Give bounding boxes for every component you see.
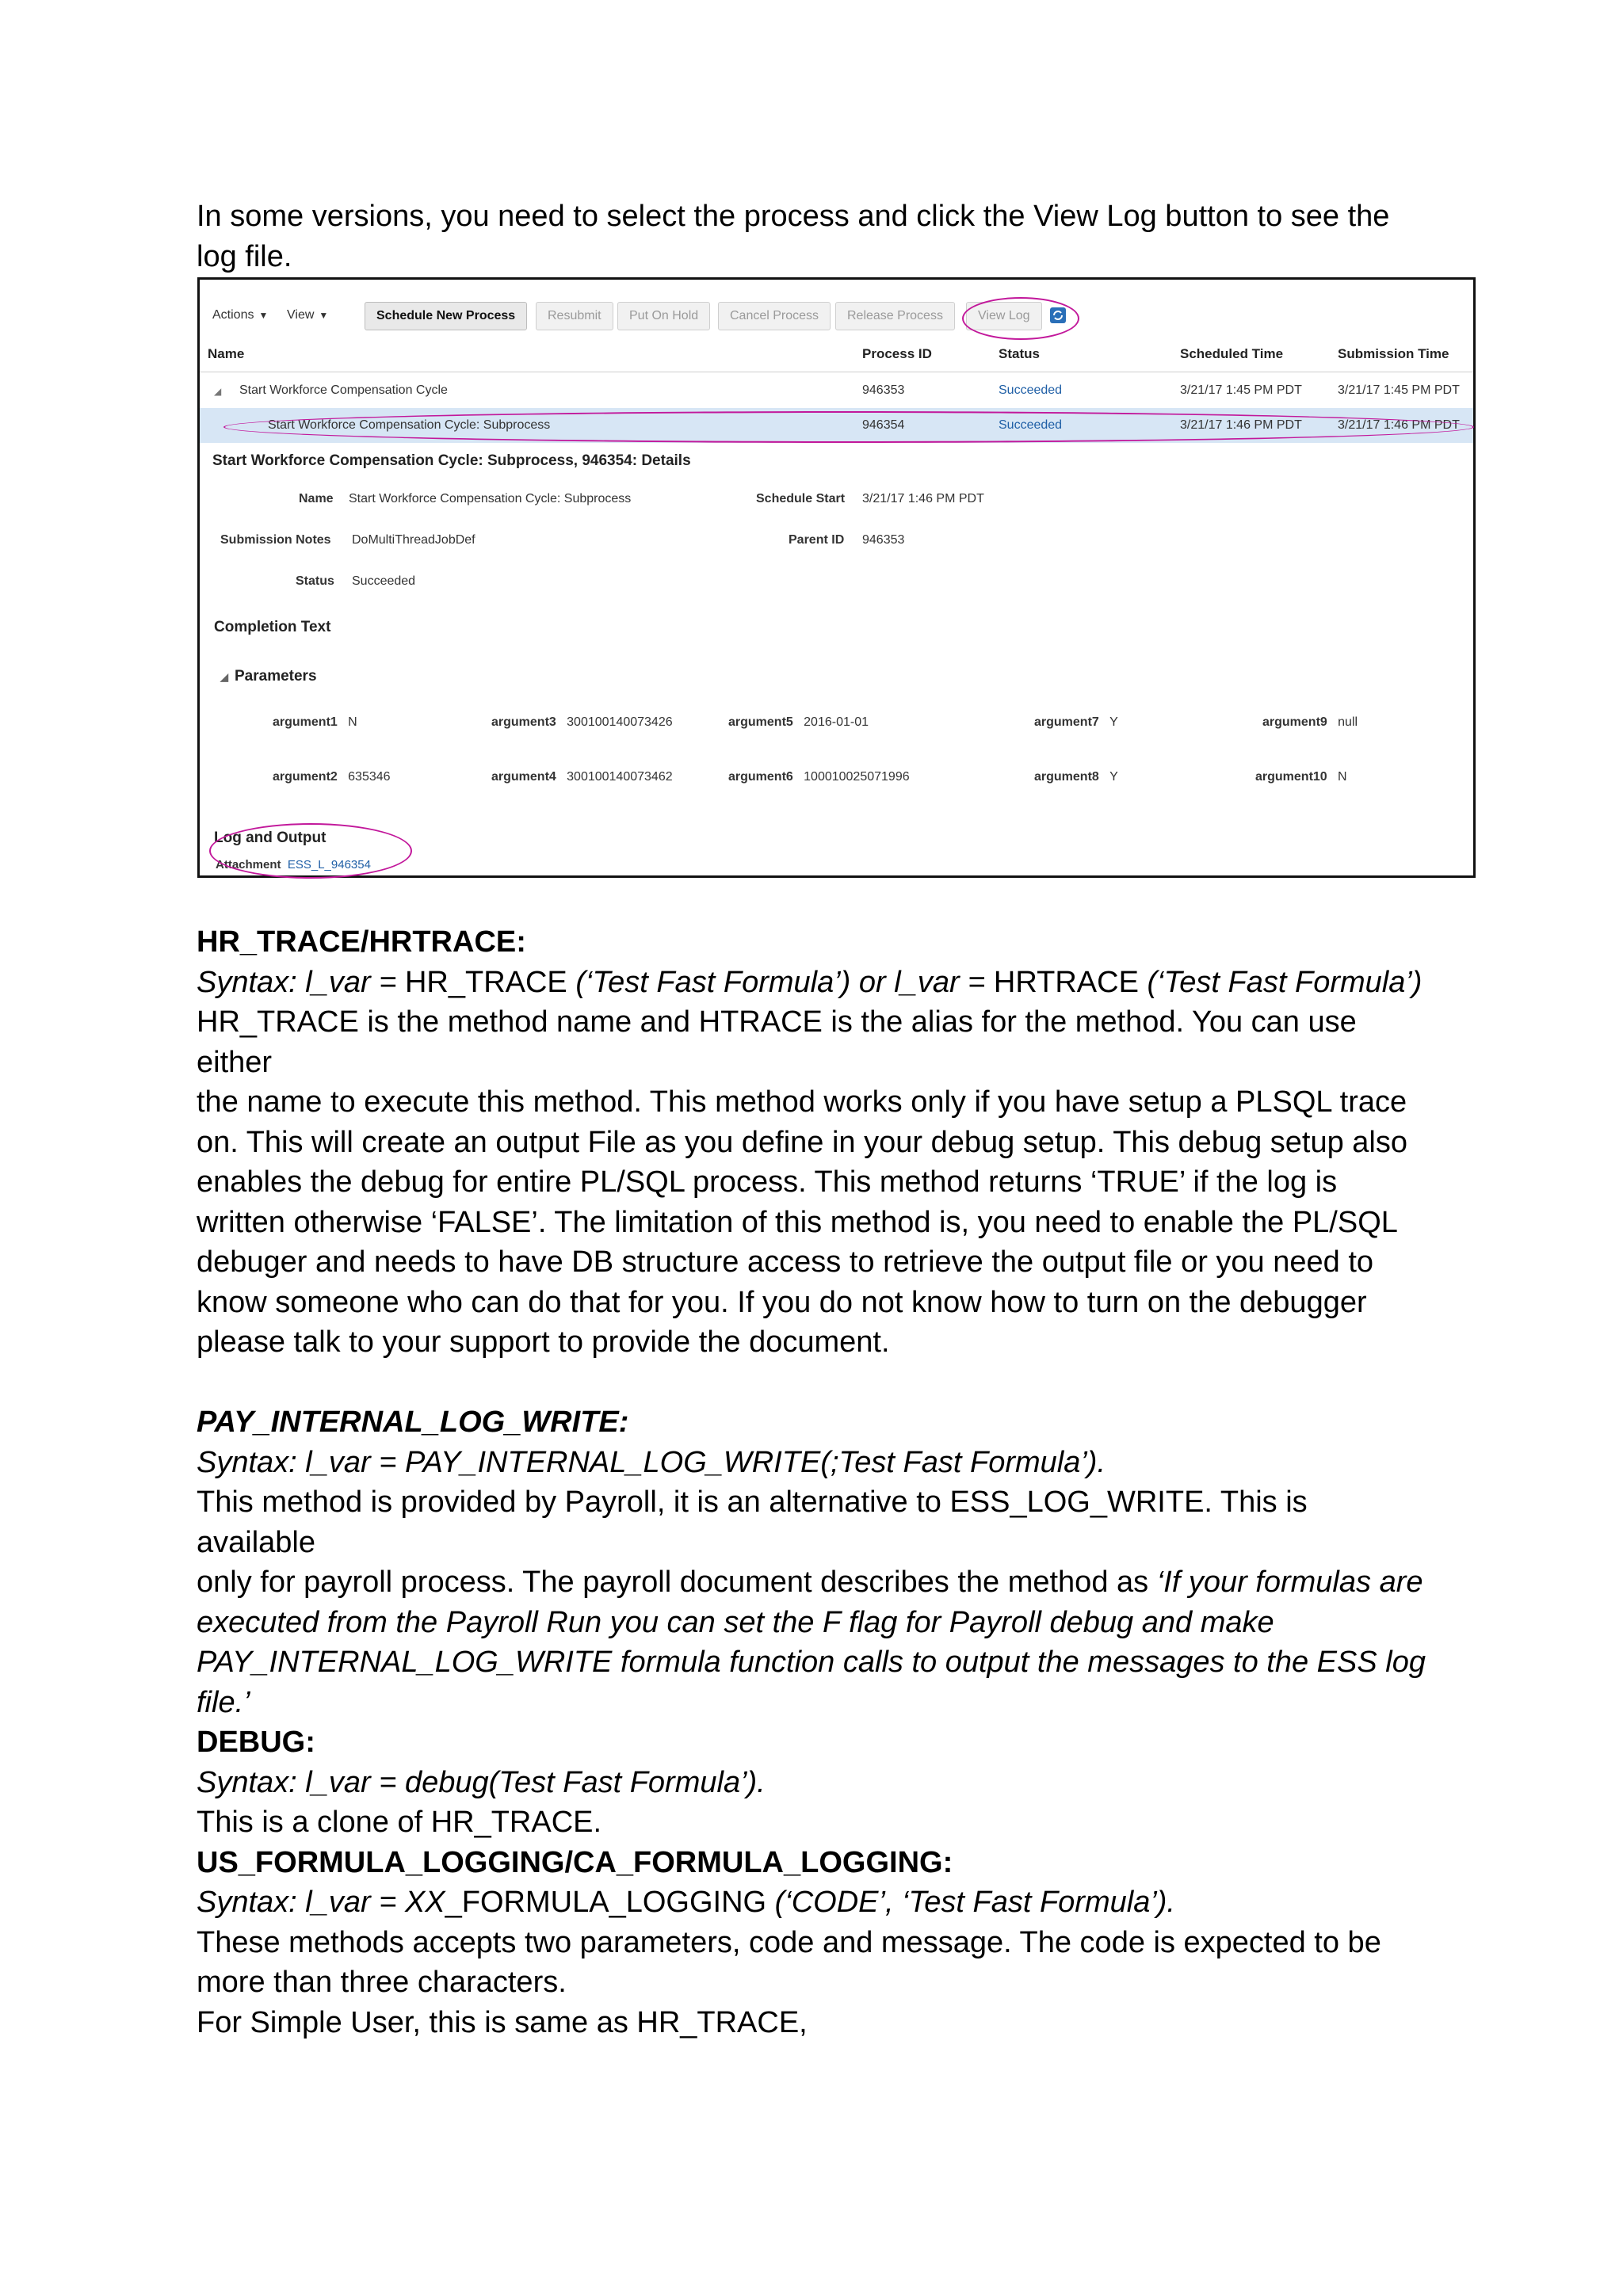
pay-line: only for payroll process. The payroll document describes the method as ‘If your formulas are — [197, 1566, 1423, 1599]
column-header-process-id[interactable]: Process ID — [862, 346, 932, 361]
column-header-submission-time[interactable]: Submission Time — [1338, 346, 1449, 361]
scheduled-processes-screenshot — [197, 277, 1476, 878]
submission-notes-label: Submission Notes — [220, 533, 331, 547]
hr-trace-heading: HR_TRACE/HRTRACE: — [197, 925, 526, 959]
parameters-heading[interactable]: ◢ Parameters — [220, 668, 317, 685]
process-status: Succeeded — [999, 418, 1063, 432]
us-line: These methods accepts two parameters, code and message. The code is expected to be — [197, 1925, 1381, 1959]
argument1: argument1 N — [273, 715, 357, 729]
pay-line: This method is provided by Payroll, it is an alternative to ESS_LOG_WRITE. This is available — [197, 1486, 1308, 1559]
pay-line: executed from the Payroll Run you can set the F flag for Payroll debug and make — [197, 1605, 1274, 1639]
attachment-row: Attachment ESS_L_946354 — [216, 858, 371, 871]
submission-notes-value: DoMultiThreadJobDef — [352, 533, 475, 547]
us-formula-logging-heading: US_FORMULA_LOGGING/CA_FORMULA_LOGGING: — [197, 1845, 953, 1879]
refresh-icon[interactable] — [1049, 307, 1067, 324]
blank-line — [197, 1363, 1433, 1403]
column-header-status[interactable]: Status — [999, 346, 1040, 361]
attachment-link[interactable]: ESS_L_946354 — [287, 858, 371, 871]
argument7: argument7 Y — [1034, 715, 1118, 729]
argument2: argument2 635346 — [273, 770, 391, 784]
process-id: 946353 — [862, 383, 905, 397]
hr-trace-line: HR_TRACE is the method name and HTRACE is the alias for the method. You can use either — [197, 1005, 1357, 1079]
process-status: Succeeded — [999, 383, 1063, 397]
chevron-down-icon: ▼ — [258, 310, 269, 321]
column-header-name[interactable]: Name — [208, 346, 245, 361]
submission-time: 3/21/17 1:45 PM PDT — [1338, 383, 1460, 397]
pay-line: file.’ — [197, 1685, 250, 1719]
column-header-scheduled-time[interactable]: Scheduled Time — [1180, 346, 1284, 361]
view-menu[interactable]: View ▼ — [287, 308, 329, 322]
hr-trace-line: please talk to your support to provide the document. — [197, 1325, 890, 1359]
hr-trace-line: written otherwise ‘FALSE’. The limitation of this method is, you need to enable the PL/SQL — [197, 1205, 1398, 1239]
intro-paragraph — [197, 196, 1433, 277]
pay-internal-log-write-heading: PAY_INTERNAL_LOG_WRITE: — [197, 1405, 629, 1439]
completion-text-heading: Completion Text — [214, 619, 331, 635]
pay-syntax: Syntax: l_var = PAY_INTERNAL_LOG_WRITE(;Test Fast Formula’). — [197, 1445, 1106, 1479]
body-text — [197, 922, 1433, 2042]
debug-heading: DEBUG: — [197, 1726, 315, 1759]
hr-trace-line: the name to execute this method. This method works only if you have setup a PLSQL trace — [197, 1085, 1407, 1119]
status-label: Status — [296, 574, 334, 588]
parent-id-label: Parent ID — [789, 533, 845, 547]
scheduled-time: 3/21/17 1:45 PM PDT — [1180, 383, 1302, 397]
pay-line: PAY_INTERNAL_LOG_WRITE formula function calls to output the messages to the ESS log — [197, 1646, 1426, 1679]
process-name: Start Workforce Compensation Cycle — [239, 383, 448, 397]
view-log-button[interactable]: View Log — [966, 302, 1042, 330]
intro-line-1: In some versions, you need to select the process and click the View Log button to see the — [197, 200, 1390, 233]
details-title: Start Workforce Compensation Cycle: Subprocess, 946354: Details — [212, 452, 691, 469]
status-value: Succeeded — [352, 574, 416, 588]
schedule-new-process-button[interactable]: Schedule New Process — [365, 302, 527, 330]
table-row-selected[interactable] — [200, 408, 1473, 443]
hr-trace-line: enables the debug for entire PL/SQL process. This method returns ‘TRUE’ if the log is — [197, 1165, 1338, 1199]
schedule-start-value: 3/21/17 1:46 PM PDT — [862, 492, 984, 505]
resubmit-button[interactable]: Resubmit — [536, 302, 613, 330]
put-on-hold-button[interactable]: Put On Hold — [617, 302, 710, 330]
hr-trace-syntax: Syntax: l_var = HR_TRACE (‘Test Fast Formula’) or l_var = HRTRACE (‘Test Fast Formula’) — [197, 965, 1423, 999]
us-line: more than three characters. — [197, 1966, 567, 1999]
release-process-button[interactable]: Release Process — [835, 302, 955, 330]
argument8: argument8 Y — [1034, 770, 1118, 784]
expand-triangle-icon[interactable]: ◢ — [214, 386, 222, 397]
us-syntax: Syntax: l_var = XX_FORMULA_LOGGING (‘CODE’, ‘Test Fast Formula’). — [197, 1886, 1175, 1919]
debug-line: This is a clone of HR_TRACE. — [197, 1806, 602, 1839]
name-label: Name — [299, 492, 334, 505]
parent-id-value: 946353 — [862, 533, 905, 547]
log-and-output-heading: Log and Output — [214, 830, 327, 846]
hr-trace-line: debuger and needs to have DB structure access to retrieve the output file or you need to — [197, 1245, 1374, 1279]
chevron-down-icon: ▼ — [319, 310, 329, 321]
toolbar — [200, 280, 1473, 343]
hr-trace-line: know someone who can do that for you. If you do not know how to turn on the debugger — [197, 1285, 1367, 1319]
argument10: argument10 N — [1255, 770, 1347, 784]
argument3: argument3 300100140073426 — [491, 715, 673, 729]
actions-menu[interactable]: Actions ▼ — [212, 308, 269, 322]
intro-line-2: log file. — [197, 239, 292, 273]
submission-time: 3/21/17 1:46 PM PDT — [1338, 418, 1460, 432]
argument5: argument5 2016-01-01 — [728, 715, 869, 729]
table-row[interactable] — [200, 373, 1473, 408]
argument6: argument6 100010025071996 — [728, 770, 910, 784]
hr-trace-line: on. This will create an output File as you define in your debug setup. This debug setup also — [197, 1125, 1407, 1159]
process-id: 946354 — [862, 418, 905, 432]
argument4: argument4 300100140073462 — [491, 770, 673, 784]
debug-syntax: Syntax: l_var = debug(Test Fast Formula’). — [197, 1765, 766, 1799]
scheduled-time: 3/21/17 1:46 PM PDT — [1180, 418, 1302, 432]
us-line: For Simple User, this is same as HR_TRACE, — [197, 2005, 808, 2039]
process-name: Start Workforce Compensation Cycle: Subprocess — [268, 418, 551, 432]
schedule-start-label: Schedule Start — [756, 492, 846, 505]
argument9: argument9 null — [1262, 715, 1358, 729]
name-value: Start Workforce Compensation Cycle: Subprocess — [349, 492, 632, 505]
expand-triangle-icon: ◢ — [220, 671, 228, 683]
cancel-process-button[interactable]: Cancel Process — [718, 302, 831, 330]
